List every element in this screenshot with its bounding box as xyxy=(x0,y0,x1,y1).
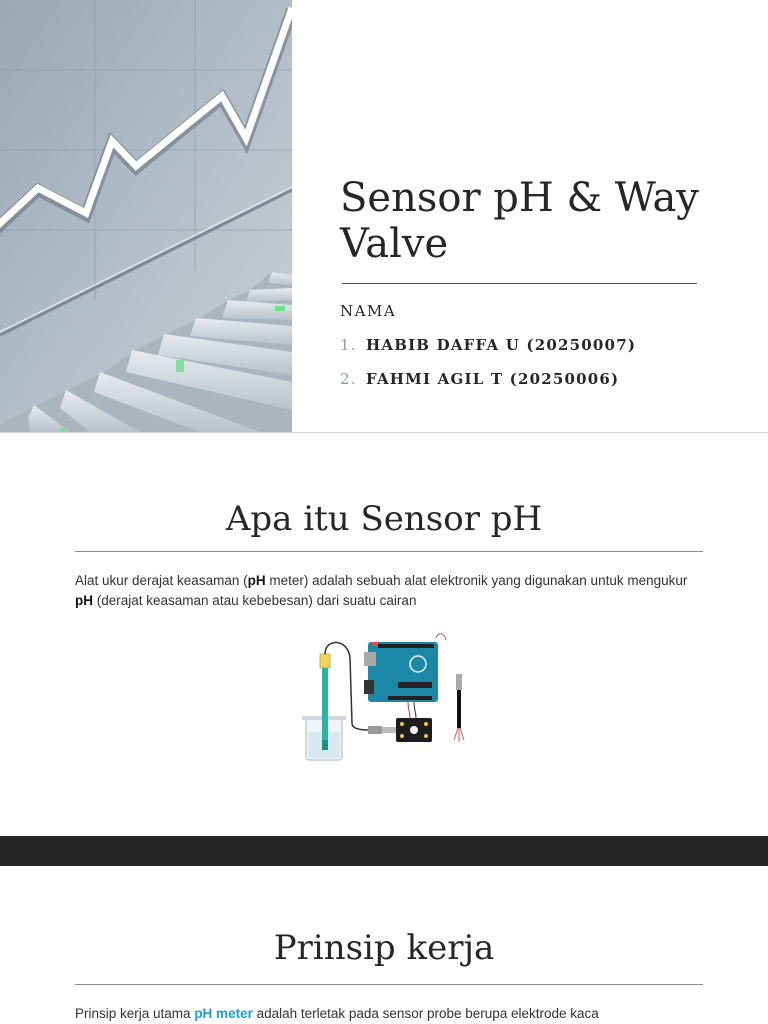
title-slide xyxy=(0,0,768,432)
staircase-graph-image xyxy=(0,0,292,432)
prinsip-kerja-slide xyxy=(0,866,768,1024)
list-number: 1. xyxy=(340,336,357,354)
member-name: FAHMI AGIL T (20250006) xyxy=(366,370,620,388)
ph-sensor-wiring-diagram xyxy=(298,628,473,768)
heading-divider xyxy=(75,551,703,552)
nama-label: NAMA xyxy=(340,302,397,320)
list-item xyxy=(340,370,636,404)
bold-text: pH xyxy=(247,573,266,588)
member-name: HABIB DAFFA U (20250007) xyxy=(366,336,637,354)
title-divider xyxy=(342,283,697,284)
slide-heading: Apa itu Sensor pH xyxy=(225,499,543,539)
dark-separator-band xyxy=(0,836,768,866)
list-item xyxy=(340,336,636,370)
staircase-photo xyxy=(0,0,292,432)
text-run: meter) adalah sebuah alat elektronik yang digunakan untuk mengukur xyxy=(265,573,688,588)
text-run: Alat ukur derajat keasaman ( xyxy=(75,573,248,588)
text-run: Prinsip kerja utama xyxy=(75,1006,195,1021)
member-list xyxy=(340,336,636,404)
text-run: (derajat keasaman atau kebebesan) dari suatu cairan xyxy=(93,593,417,608)
bold-text: pH xyxy=(75,593,93,608)
sensor-ph-slide xyxy=(0,433,768,836)
list-number: 2. xyxy=(340,370,357,388)
heading-divider xyxy=(75,984,703,985)
slide-heading: Prinsip kerja xyxy=(273,928,495,968)
slide-paragraph xyxy=(75,1004,705,1024)
text-run: adalah terletak pada sensor probe berupa elektrode kaca xyxy=(252,1006,599,1021)
slide-title: Sensor pH & Way Valve xyxy=(340,175,699,267)
slide-paragraph xyxy=(75,571,705,611)
highlight-text: pH meter xyxy=(194,1006,253,1021)
